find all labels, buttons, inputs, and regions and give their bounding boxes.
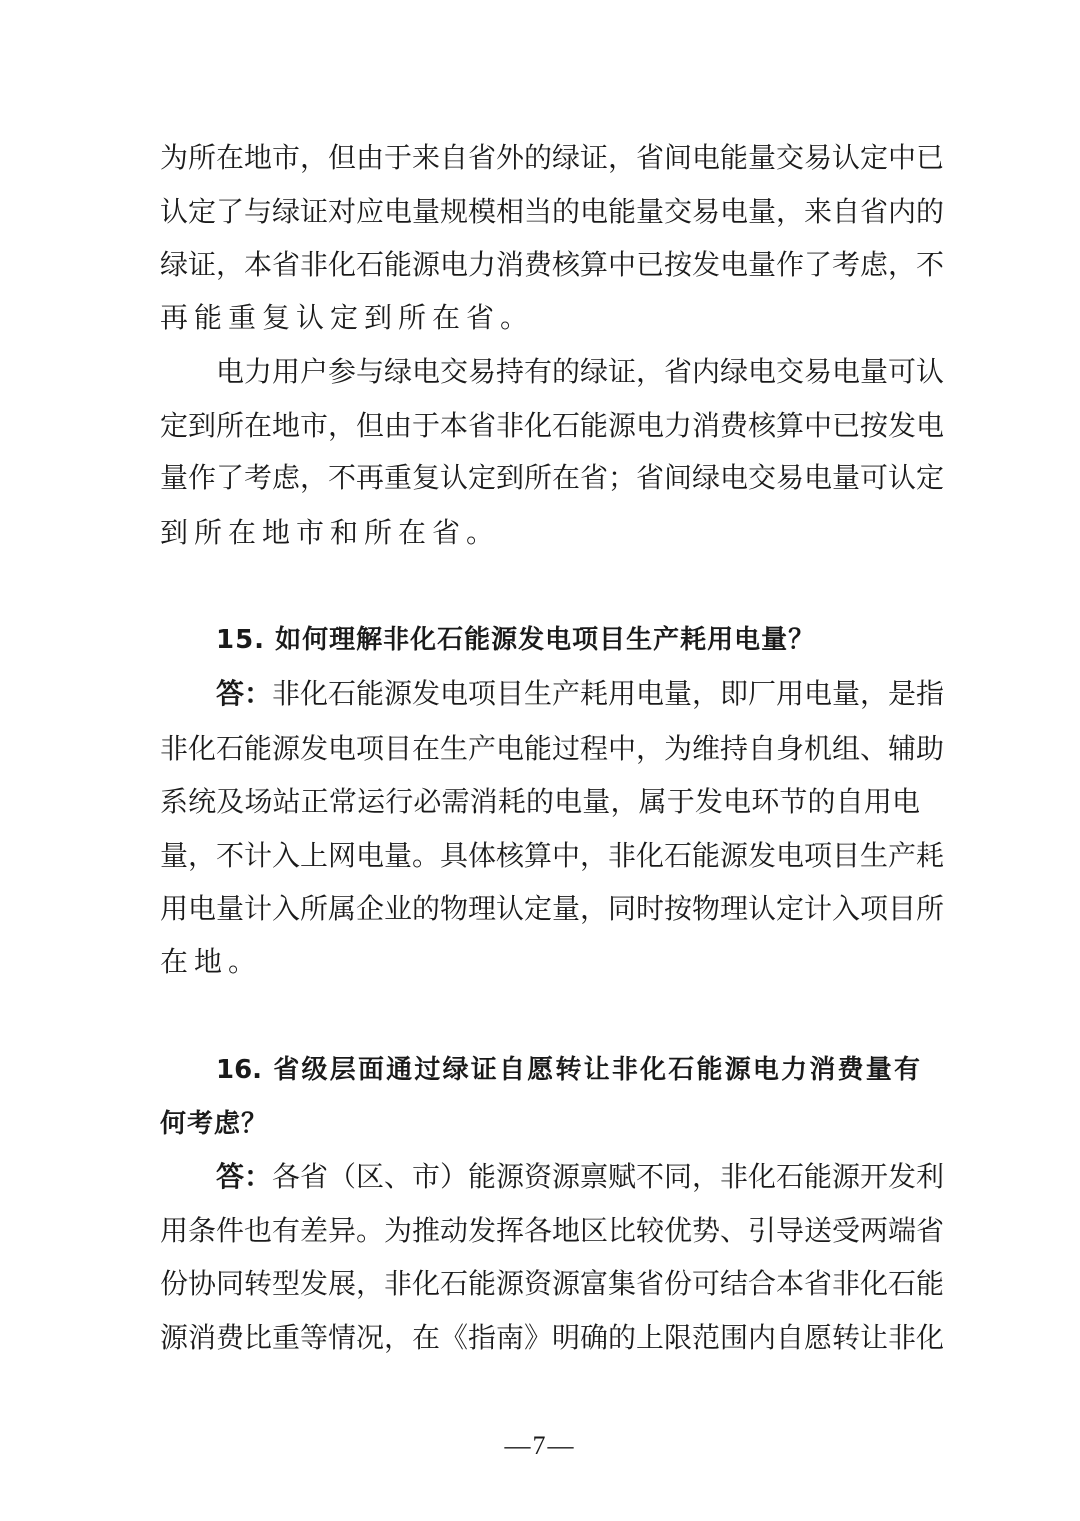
question-heading: 16. 省级层面通过绿证自愿转让非化石能源电力消费量有: [216, 1055, 920, 1085]
answer-line: [216, 674, 945, 714]
answer-line: 用电量计入所属企业的物理认定量，同时按物理认定计入项目所: [160, 892, 945, 925]
body-line: 认定了与绿证对应电量规模相当的电能量交易电量，来自省内的: [160, 195, 945, 228]
answer-text: 各省（区、市）能源资源禀赋不同，非化石能源开发利: [272, 1160, 945, 1193]
answer-label: 答：: [216, 1160, 273, 1193]
answer-line: 在地。: [160, 945, 263, 978]
body-line: 再能重复认定到所在省。: [160, 301, 535, 334]
body-line: 绿证，本省非化石能源电力消费核算中已按发电量作了考虑，不: [160, 248, 945, 281]
page-number: —7—: [504, 1431, 576, 1460]
body-line: 定到所在地市，但由于本省非化石能源电力消费核算中已按发电: [160, 409, 945, 442]
answer-text: 非化石能源发电项目生产耗用电量，即厂用电量，是指: [272, 677, 945, 710]
body-line: 为所在地市，但由于来自省外的绿证，省间电能量交易认定中已: [160, 141, 945, 174]
answer-label: 答：: [216, 677, 273, 710]
body-line: 量作了考虑，不再重复认定到所在省；省间绿电交易电量可认定: [160, 461, 945, 494]
body-line: 电力用户参与绿电交易持有的绿证，省内绿电交易电量可认: [216, 355, 945, 388]
answer-line: 源消费比重等情况，在《指南》明确的上限范围内自愿转让非化: [160, 1321, 945, 1354]
answer-line: 非化石能源发电项目在生产电能过程中，为维持自身机组、辅助: [160, 732, 945, 765]
answer-line: 量，不计入上网电量。具体核算中，非化石能源发电项目生产耗: [160, 839, 945, 872]
answer-line: 系统及场站正常运行必需消耗的电量，属于发电环节的自用电: [160, 785, 920, 818]
answer-line: 用条件也有差异。为推动发挥各地区比较优势、引导送受两端省: [160, 1214, 945, 1247]
question-heading: 15. 如何理解非化石能源发电项目生产耗用电量？: [216, 625, 816, 655]
answer-line: [216, 1157, 945, 1197]
answer-line: 份协同转型发展，非化石能源资源富集省份可结合本省非化石能: [160, 1267, 945, 1300]
question-heading-continued: 何考虑？: [160, 1109, 269, 1139]
body-line: 到所在地市和所在省。: [160, 516, 501, 549]
